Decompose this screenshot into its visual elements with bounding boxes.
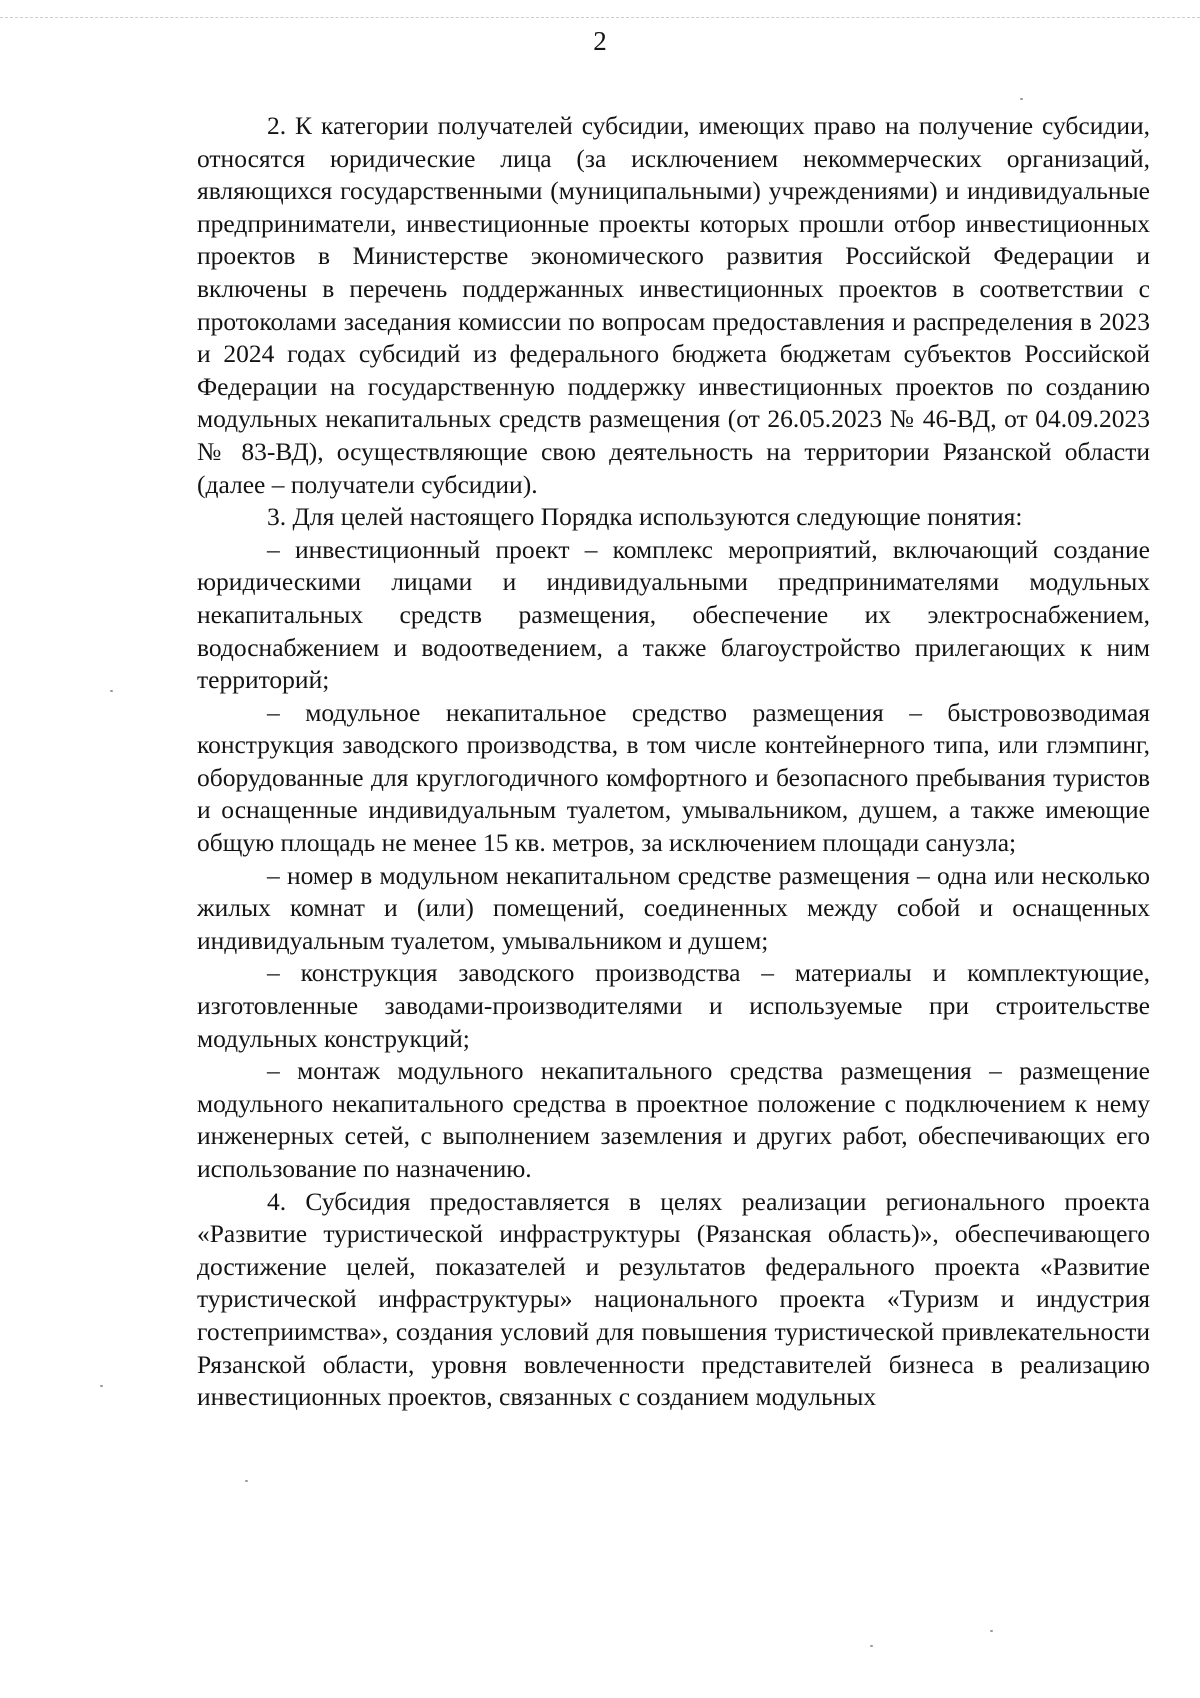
definition-installation: – монтаж модульного некапитального средства размещения – размещение модульного некапитального средства в проектное положение с подключением к нему инженерных сетей, с выполнением заземления и других работ, обеспечивающих его использование по назначению. <box>197 1056 1150 1183</box>
paragraph-4-purpose: 4. Субсидия предоставляется в целях реализации регионального проекта «Развитие туристической инфраструктуры (Рязанская область)», обеспечивающего достижение целей, показателей и результатов федерального проекта «Развитие туристической инфраструктуры» национального проекта «Туризм и индустрия гостеприимства», создания условий для повышения туристической привлекательности Рязанской области, уровня вовлеченности представителей бизнеса в реализацию инвестиционных проектов, связанных с созданием модульных <box>197 1186 1150 1412</box>
paragraph-2-recipients: 2. К категории получателей субсидии, имеющих право на получение субсидии, относятся юридические лица (за исключением некоммерческих организаций, являющихся государственными (муниципальными) учреждениями) и индивидуальные предприниматели, инвестиционные проекты которых прошли отбор инвестиционных проектов в Министерстве экономического развития Российской Федерации и включены в перечень поддержанных инвестиционных проектов в соответствии с протоколами заседания комиссии по вопросам предоставления и распределения в 2023 и 2024 годах субсидий из федерального бюджета бюджетам субъектов Российской Федерации на государственную поддержку инвестиционных проектов по созданию модульных некапитальных средств размещения (от 26.05.2023 № 46-ВД, от 04.09.2023 № 83-ВД), осуществляющие свою деятельность на территории Рязанской области (далее – получатели субсидии). <box>197 111 1150 499</box>
scan-speck <box>990 1630 993 1632</box>
scan-speck <box>245 1480 248 1482</box>
page-number: 2 <box>593 26 607 56</box>
definition-investment-project: – инвестиционный проект – комплекс мероприятий, включающий создание юридическими лицами и индивидуальными предпринимателями модульных некапитальных средств размещения, обеспечение их электроснабжением, водоснабжением и водоотведением, а также благоустройство прилегающих к ним территорий; <box>197 534 1150 695</box>
scan-speck <box>1020 98 1023 100</box>
definition-room: – номер в модульном некапитальном средстве размещения – одна или несколько жилых комнат и (или) помещений, соединенных между собой и оснащенных индивидуальным туалетом, умывальником и душем; <box>197 860 1150 955</box>
definition-modular-facility: – модульное некапитальное средство размещения – быстровозводимая конструкция заводского производства, в том числе контейнерного типа, или глэмпинг, оборудованные для круглогодичного комфортного и безопасного пребывания туристов и оснащенные индивидуальным туалетом, умывальником, душем, а также имеющие общую площадь не менее 15 кв. метров, за исключением площади санузла; <box>197 697 1150 858</box>
scan-top-edge <box>0 17 1200 20</box>
definition-factory-construction: – конструкция заводского производства – материалы и комплектующие, изготовленные заводами-производителями и используемые при строительстве модульных конструкций; <box>197 958 1150 1053</box>
paragraph-3-definitions-intro: 3. Для целей настоящего Порядка используются следующие понятия: <box>267 502 1023 532</box>
document-body <box>197 110 1150 1414</box>
scan-speck <box>870 1645 873 1647</box>
scan-speck <box>100 1385 103 1387</box>
scan-speck <box>110 690 113 692</box>
